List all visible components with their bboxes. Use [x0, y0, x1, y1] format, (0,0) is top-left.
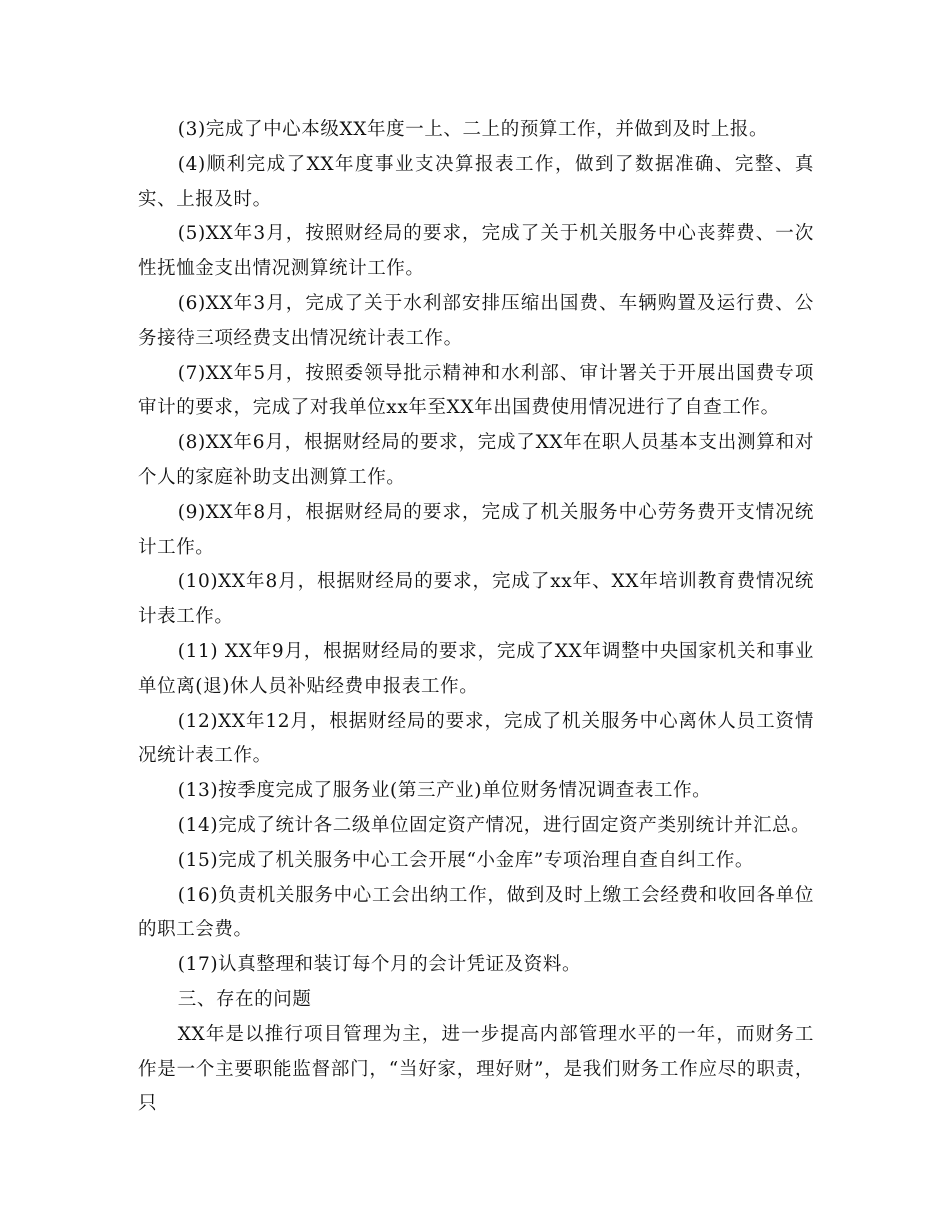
paragraph-item-16: (16)负责机关服务中心工会出纳工作，做到及时上缴工会经费和收回各单位的职工会费。 — [138, 884, 814, 941]
paragraph-item-15: (15)完成了机关服务中心工会开展“小金库”专项治理自查自纠工作。 — [177, 849, 754, 871]
paragraph-problems-intro: XX年是以推行项目管理为主，进一步提高内部管理水平的一年，而财务工作是一个主要职能监督部门，“当好家，理好财”，是我们财务工作应尽的职责，只 — [138, 1023, 814, 1115]
paragraph-item-4: (4)顺利完成了XX年度事业支决算报表工作，做到了数据准确、完整、真实、上报及时。 — [138, 153, 814, 210]
paragraph-item-10: (10)XX年8月，根据财经局的要求，完成了xx年、XX年培训教育费情况统计表工作。 — [138, 571, 814, 628]
paragraph-item-17: (17)认真整理和装订每个月的会计凭证及资料。 — [177, 954, 582, 976]
paragraph-item-8: (8)XX年6月，根据财经局的要求，完成了XX年在职人员基本支出测算和对个人的家庭补助支出测算工作。 — [138, 432, 814, 488]
paragraph-item-6: (6)XX年3月，完成了关于水利部安排压缩出国费、车辆购置及运行费、公务接待三项经费支出情况统计表工作。 — [138, 292, 814, 349]
paragraph-item-13: (13)按季度完成了服务业(第三产业)单位财务情况调查表工作。 — [177, 780, 712, 802]
paragraph-item-9: (9)XX年8月，根据财经局的要求，完成了机关服务中心劳务费开支情况统计工作。 — [138, 501, 814, 558]
paragraph-item-11: (11) XX年9月，根据财经局的要求，完成了XX年调整中央国家机关和事业单位离(退)休人员补贴经费申报表工作。 — [138, 640, 814, 697]
paragraph-item-12: (12)XX年12月，根据财经局的要求，完成了机关服务中心离休人员工资情况统计表工作。 — [138, 710, 814, 767]
paragraph-item-5: (5)XX年3月，按照财经局的要求，完成了关于机关服务中心丧葬费、一次性抚恤金支出情况测算统计工作。 — [138, 223, 814, 280]
paragraph-item-3: (3)完成了中心本级XX年度一上、二上的预算工作，并做到及时上报。 — [177, 119, 769, 140]
section-heading-problems: 三、存在的问题 — [177, 988, 312, 1010]
paragraph-item-7: (7)XX年5月，按照委领导批示精神和水利部、审计署关于开展出国费专项审计的要求，完成了对我单位xx年至XX年出国费使用情况进行了自查工作。 — [138, 362, 814, 419]
document-body — [138, 113, 814, 1122]
paragraph-item-14: (14)完成了统计各二级单位固定资产情况，进行固定资产类别统计并汇总。 — [177, 814, 811, 836]
